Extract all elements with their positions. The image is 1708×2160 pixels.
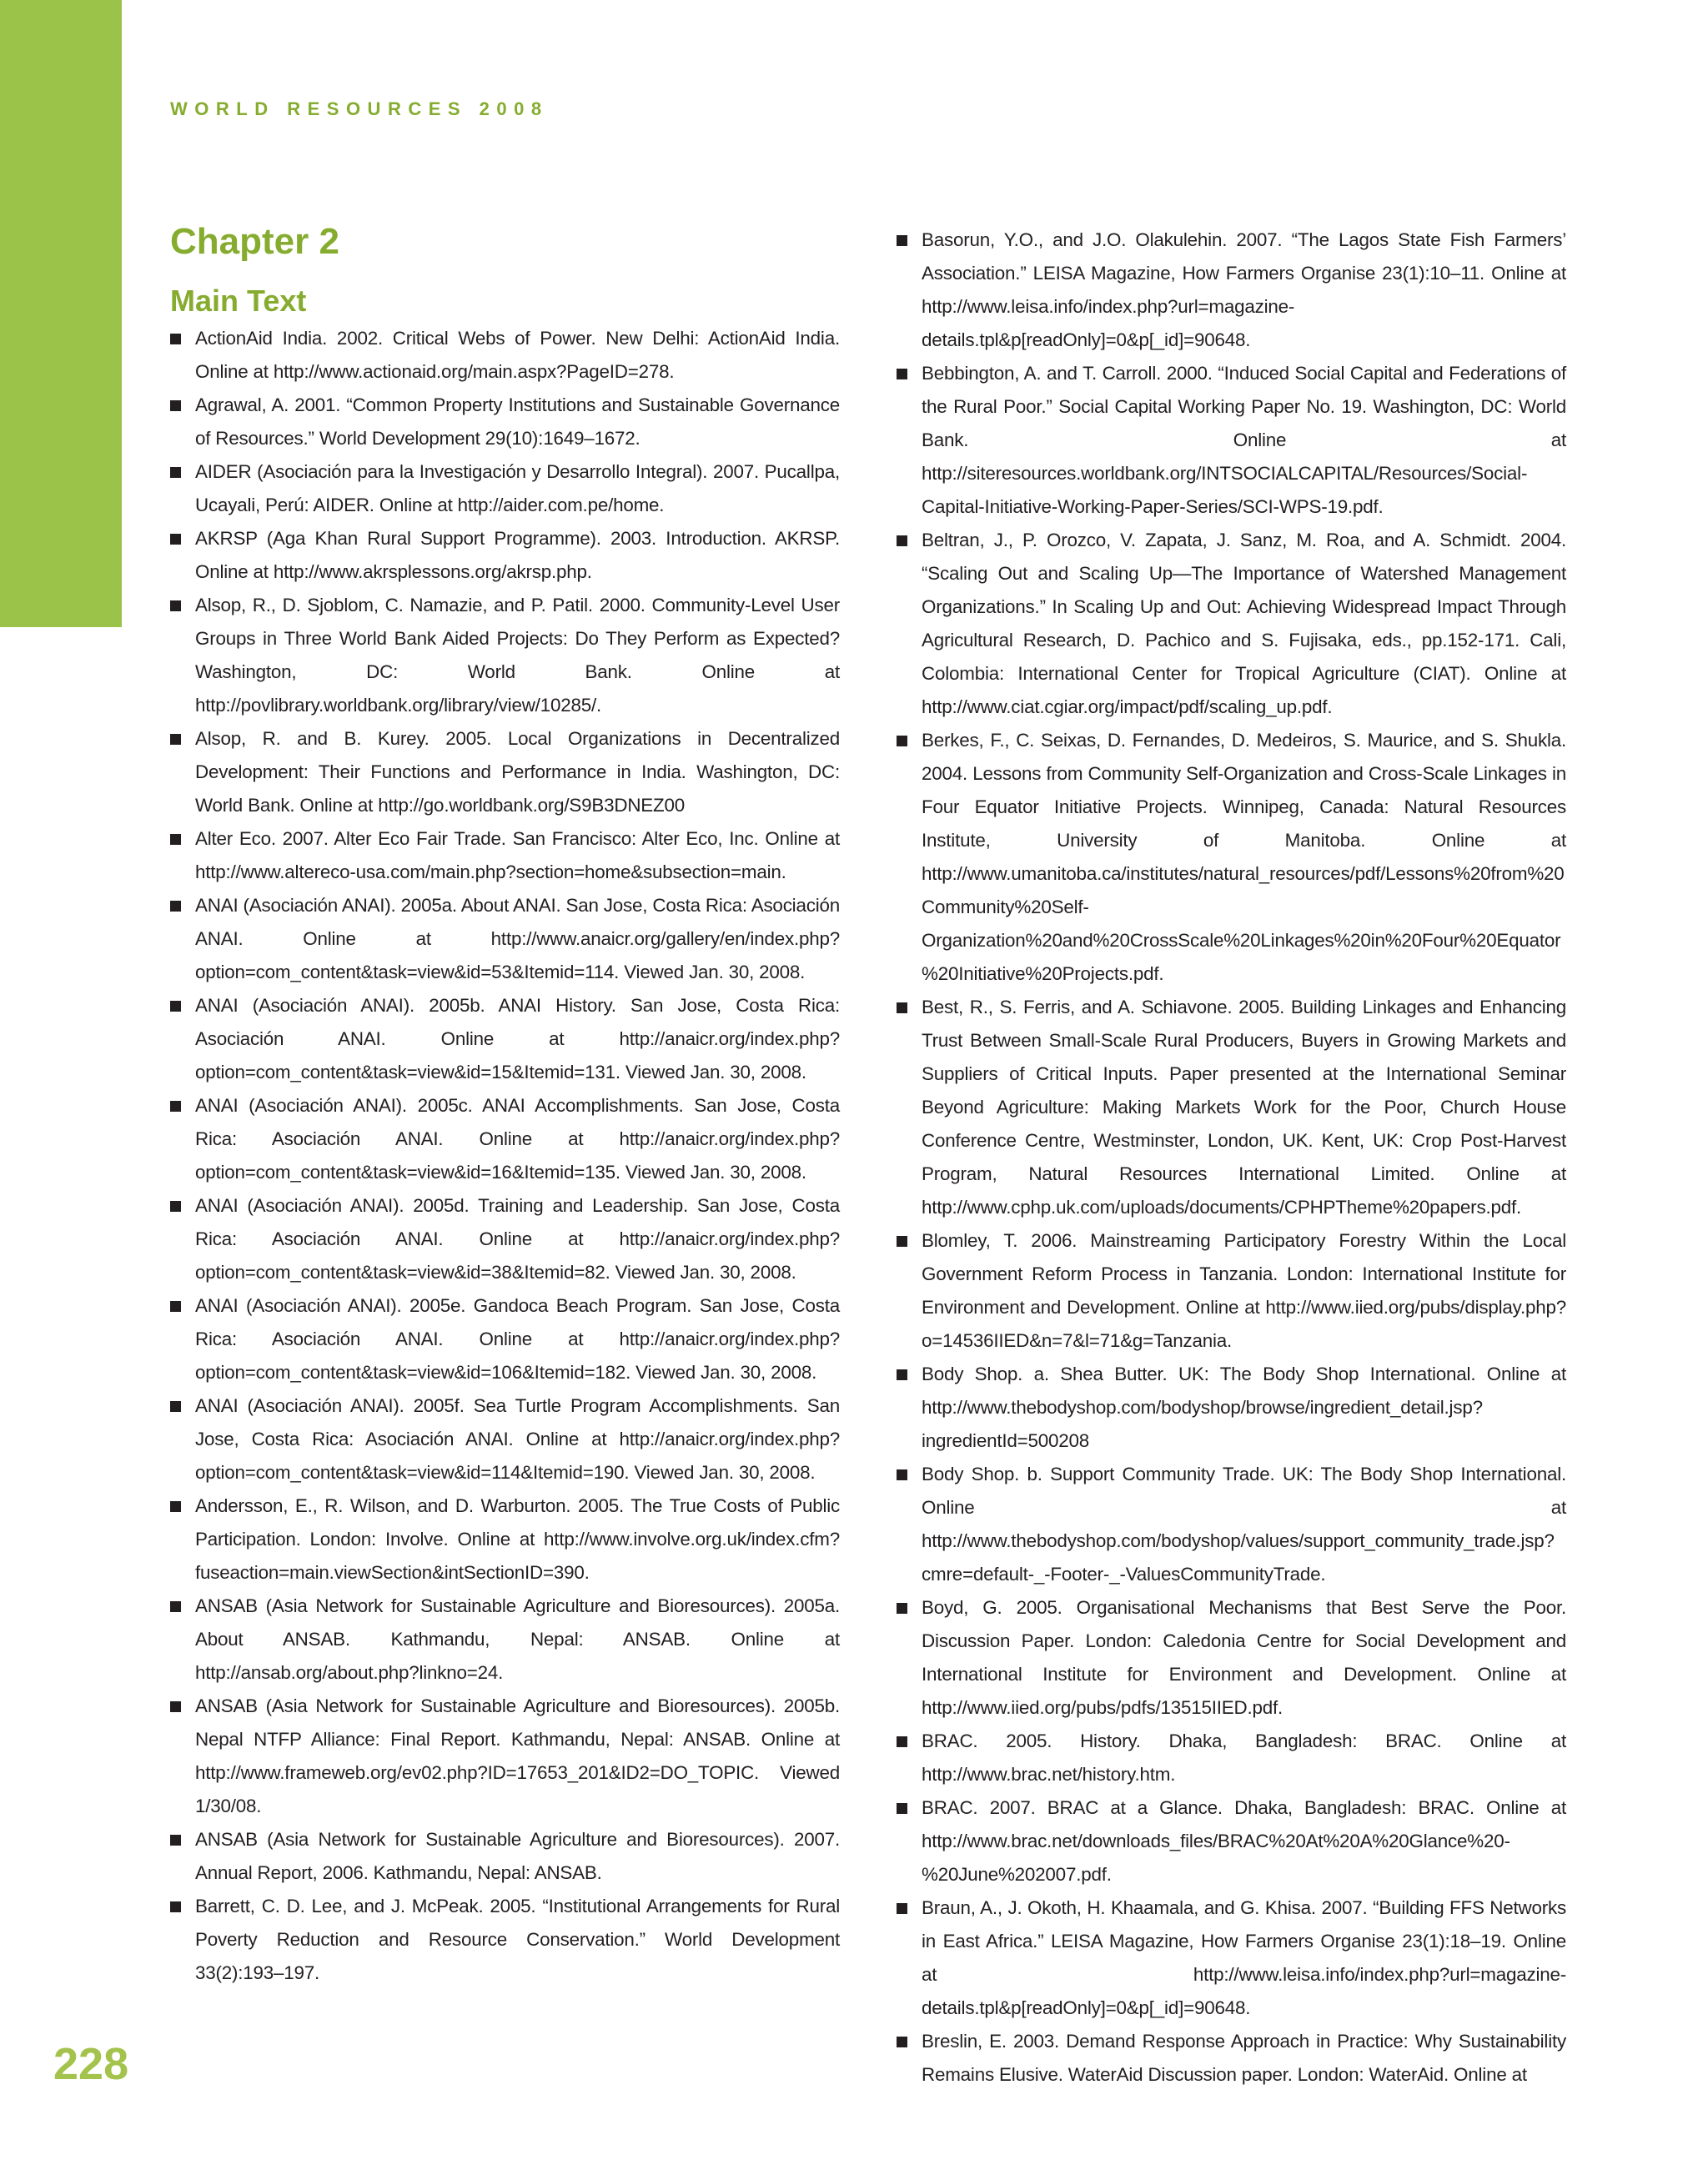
reference-text: Alsop, R. and B. Kurey. 2005. Local Organizations in Decentralized Development: Their Functions and Performance in India. Washington, DC: World Bank. Online at http://go.worldbank.org/S9B3DNEZ00 xyxy=(195,728,840,816)
reference-text: Boyd, G. 2005. Organisational Mechanisms that Best Serve the Poor. Discussion Paper. London: Caledonia Centre for Social Development and International Institute for Environment and Development. Online at http://www.iied.org/pubs/pdfs/13515IIED.pdf. xyxy=(922,1597,1566,1718)
reference-text: Braun, A., J. Okoth, H. Khaamala, and G. Khisa. 2007. “Building FFS Networks in East Africa.” LEISA Magazine, How Farmers Organise 23(1):18–19. Online at http://www.leisa.info/index.php?url=magazine-details.tpl&p[readOnly]=0&p[_id]=90648. xyxy=(922,1897,1566,2018)
bullet-icon xyxy=(170,1901,181,1912)
reference-text: Basorun, Y.O., and J.O. Olakulehin. 2007. “The Lagos State Fish Farmers’ Association.” LEISA Magazine, How Farmers Organise 23(1):10–11. Online at http://www.leisa.info/index.php?url=magazine-details.tpl&p[readOnly]=0&p[_id]=90648. xyxy=(922,229,1566,350)
reference-item xyxy=(897,1458,1566,1591)
reference-text: ANAI (Asociación ANAI). 2005f. Sea Turtle Program Accomplishments. San Jose, Costa Rica: Asociación ANAI. Online at http://anaicr.org/index.php?option=com_content&task=view&id=114&Itemid=190. Viewed Jan. 30, 2008. xyxy=(195,1395,840,1483)
reference-text: BRAC. 2007. BRAC at a Glance. Dhaka, Bangladesh: BRAC. Online at http://www.brac.net/downloads_files/BRAC%20At%20A%20Glance%20-%20June%202007.pdf. xyxy=(922,1797,1566,1885)
reference-item xyxy=(170,889,840,989)
bullet-icon xyxy=(170,400,181,411)
bullet-icon xyxy=(170,1701,181,1712)
bullet-icon xyxy=(897,1369,907,1380)
reference-item xyxy=(170,1489,840,1590)
reference-item xyxy=(897,1224,1566,1358)
reference-item xyxy=(170,1289,840,1389)
reference-text: BRAC. 2005. History. Dhaka, Bangladesh: BRAC. Online at http://www.brac.net/history.htm. xyxy=(922,1731,1566,1785)
bullet-icon xyxy=(897,2037,907,2047)
bullet-icon xyxy=(170,1401,181,1412)
reference-text: ANAI (Asociación ANAI). 2005e. Gandoca Beach Program. San Jose, Costa Rica: Asociación ANAI. Online at http://anaicr.org/index.php?option=com_content&task=view&id=106&Itemid=182. Viewed Jan. 30, 2008. xyxy=(195,1295,840,1383)
reference-text: ANAI (Asociación ANAI). 2005a. About ANAI. San Jose, Costa Rica: Asociación ANAI. Online at http://www.anaicr.org/gallery/en/index.php?option=com_content&task=view&id=53&Itemid=114. Viewed Jan. 30, 2008. xyxy=(195,895,840,982)
chapter-title: Chapter 2 xyxy=(170,221,339,262)
reference-text: Andersson, E., R. Wilson, and D. Warburton. 2005. The True Costs of Public Participation. London: Involve. Online at http://www.involve.org.uk/index.cfm?fuseaction=main.viewSection&intSectionID=390. xyxy=(195,1495,840,1583)
section-title: Main Text xyxy=(170,284,307,318)
reference-item xyxy=(170,822,840,889)
reference-list-right xyxy=(897,224,1566,2092)
reference-text: Body Shop. a. Shea Butter. UK: The Body Shop International. Online at http://www.thebodyshop.com/bodyshop/browse/ingredient_detail.jsp?ingredientId=500208 xyxy=(922,1364,1566,1451)
reference-item xyxy=(170,1389,840,1489)
reference-text: Alsop, R., D. Sjoblom, C. Namazie, and P. Patil. 2000. Community-Level User Groups in Three World Bank Aided Projects: Do They Perform as Expected? Washington, DC: World Bank. Online at http://povlibrary.worldbank.org/library/view/10285/. xyxy=(195,595,840,716)
reference-text: Berkes, F., C. Seixas, D. Fernandes, D. Medeiros, S. Maurice, and S. Shukla. 2004. Lessons from Community Self-Organization and Cross-Scale Linkages in Four Equator Initiative Projects. Winnipeg, Canada: Natural Resources Institute, University of Manitoba. Online at http://www.umanitoba.ca/institutes/natural_resources/pdf/Lessons%20from%20Community%20Self-Organization%20and%20CrossScale%20Linkages%20in%20Four%20Equator%20Initiative%20Projects.pdf. xyxy=(922,730,1566,984)
reference-text: ANSAB (Asia Network for Sustainable Agriculture and Bioresources). 2005b. Nepal NTFP Alliance: Final Report. Kathmandu, Nepal: ANSAB. Online at http://www.frameweb.org/ev02.php?ID=17653_201&ID2=DO_TOPIC. Viewed 1/30/08. xyxy=(195,1695,840,1816)
bullet-icon xyxy=(170,901,181,912)
bullet-icon xyxy=(897,535,907,546)
reference-item xyxy=(170,1089,840,1189)
bullet-icon xyxy=(897,736,907,746)
bullet-icon xyxy=(170,734,181,745)
reference-item xyxy=(897,1358,1566,1458)
reference-item xyxy=(170,1189,840,1289)
accent-bar xyxy=(0,0,122,627)
reference-item xyxy=(170,522,840,589)
reference-item xyxy=(170,1823,840,1890)
bullet-icon xyxy=(897,1469,907,1480)
reference-text: Alter Eco. 2007. Alter Eco Fair Trade. San Francisco: Alter Eco, Inc. Online at http://www.altereco-usa.com/main.php?section=home&subsection=main. xyxy=(195,828,840,882)
bullet-icon xyxy=(897,235,907,246)
bullet-icon xyxy=(170,834,181,845)
reference-item xyxy=(170,989,840,1089)
reference-text: ANSAB (Asia Network for Sustainable Agriculture and Bioresources). 2007. Annual Report, 2006. Kathmandu, Nepal: ANSAB. xyxy=(195,1829,840,1883)
reference-item xyxy=(897,1591,1566,1725)
bullet-icon xyxy=(897,1002,907,1013)
reference-text: Best, R., S. Ferris, and A. Schiavone. 2005. Building Linkages and Enhancing Trust Between Small-Scale Rural Producers, Buyers in Growing Markets and Suppliers of Critical Inputs. Paper presented at the International Seminar Beyond Agriculture: Making Markets Work for the Poor, Church House Conference Centre, Westminster, London, UK. Kent, UK: Crop Post-Harvest Program, Natural Resources International Limited. Online at http://www.cphp.uk.com/uploads/documents/CPHPTheme%20papers.pdf. xyxy=(922,997,1566,1218)
left-column xyxy=(170,219,840,1990)
reference-text: AIDER (Asociación para la Investigación y Desarrollo Integral). 2007. Pucallpa, Ucayali, Perú: AIDER. Online at http://aider.com.pe/home. xyxy=(195,461,840,515)
bullet-icon xyxy=(897,1736,907,1747)
reference-item xyxy=(170,1690,840,1823)
bullet-icon xyxy=(170,1835,181,1846)
reference-item xyxy=(897,2025,1566,2092)
bullet-icon xyxy=(170,1101,181,1112)
reference-text: Body Shop. b. Support Community Trade. UK: The Body Shop International. Online at http://www.thebodyshop.com/bodyshop/values/support_community_trade.jsp?cmre=default-_-Footer-_-ValuesCommunityTrade. xyxy=(922,1464,1566,1585)
reference-text: ActionAid India. 2002. Critical Webs of Power. New Delhi: ActionAid India. Online at http://www.actionaid.org/main.aspx?PageID=278. xyxy=(195,328,840,382)
bullet-icon xyxy=(170,600,181,611)
reference-item xyxy=(170,722,840,822)
bullet-icon xyxy=(897,1236,907,1247)
reference-text: ANAI (Asociación ANAI). 2005b. ANAI History. San Jose, Costa Rica: Asociación ANAI. Online at http://anaicr.org/index.php?option=com_content&task=view&id=15&Itemid=131. Viewed Jan. 30, 2008. xyxy=(195,995,840,1083)
bullet-icon xyxy=(170,1001,181,1012)
bullet-icon xyxy=(170,1301,181,1312)
reference-item xyxy=(170,389,840,455)
running-head: WORLD RESOURCES 2008 xyxy=(170,98,549,119)
bullet-icon xyxy=(170,534,181,545)
bullet-icon xyxy=(897,1903,907,1914)
reference-item xyxy=(897,991,1566,1224)
reference-text: Blomley, T. 2006. Mainstreaming Participatory Forestry Within the Local Government Reform Process in Tanzania. London: International Institute for Environment and Development. Online at http://www.iied.org/pubs/display.php?o=14536IIED&n=7&l=71&g=Tanzania. xyxy=(922,1230,1566,1351)
reference-text: ANAI (Asociación ANAI). 2005d. Training and Leadership. San Jose, Costa Rica: Asociación ANAI. Online at http://anaicr.org/index.php?option=com_content&task=view&id=38&Itemid=82. Viewed Jan. 30, 2008. xyxy=(195,1195,840,1283)
bullet-icon xyxy=(897,1603,907,1614)
reference-item xyxy=(897,724,1566,991)
reference-text: Barrett, C. D. Lee, and J. McPeak. 2005. “Institutional Arrangements for Rural Poverty Reduction and Resource Conservation.” World Development 33(2):193–197. xyxy=(195,1896,840,1983)
reference-item xyxy=(170,1890,840,1990)
bullet-icon xyxy=(170,467,181,478)
reference-item xyxy=(897,224,1566,357)
bullet-icon xyxy=(897,1803,907,1814)
reference-text: Bebbington, A. and T. Carroll. 2000. “Induced Social Capital and Federations of the Rural Poor.” Social Capital Working Paper No. 19. Washington, DC: World Bank. Online at http://siteresources.worldbank.org/INTSOCIALCAPITAL/Resources/Social-Capital-Initiative-Working-Paper-Series/SCI-WPS-19.pdf. xyxy=(922,363,1566,517)
right-column xyxy=(897,224,1566,2092)
reference-text: Breslin, E. 2003. Demand Response Approach in Practice: Why Sustainability Remains Elusive. WaterAid Discussion paper. London: WaterAid. Online at xyxy=(922,2031,1566,2085)
reference-text: Agrawal, A. 2001. “Common Property Institutions and Sustainable Governance of Resources.” World Development 29(10):1649–1672. xyxy=(195,394,840,449)
bullet-icon xyxy=(170,1601,181,1612)
reference-text: Beltran, J., P. Orozco, V. Zapata, J. Sanz, M. Roa, and A. Schmidt. 2004. “Scaling Out and Scaling Up—The Importance of Watershed Management Organizations.” In Scaling Up and Out: Achieving Widespread Impact Through Agricultural Research, D. Pachico and S. Fujisaka, eds., pp.152-171. Cali, Colombia: International Center for Tropical Agriculture (CIAT). Online at http://www.ciat.cgiar.org/impact/pdf/scaling_up.pdf. xyxy=(922,530,1566,717)
reference-item xyxy=(897,357,1566,524)
reference-item xyxy=(897,1725,1566,1791)
reference-item xyxy=(170,589,840,722)
bullet-icon xyxy=(170,1201,181,1212)
reference-item xyxy=(170,322,840,389)
reference-list-left xyxy=(170,322,840,1990)
reference-item xyxy=(897,1791,1566,1891)
reference-item xyxy=(897,524,1566,724)
reference-item xyxy=(170,455,840,522)
bullet-icon xyxy=(170,1501,181,1512)
reference-text: AKRSP (Aga Khan Rural Support Programme). 2003. Introduction. AKRSP. Online at http://www.akrsplessons.org/akrsp.php. xyxy=(195,528,840,582)
reference-item xyxy=(897,1891,1566,2025)
reference-item xyxy=(170,1590,840,1690)
reference-text: ANSAB (Asia Network for Sustainable Agriculture and Bioresources). 2005a. About ANSAB. Kathmandu, Nepal: ANSAB. Online at http://ansab.org/about.php?linkno=24. xyxy=(195,1595,840,1683)
bullet-icon xyxy=(897,369,907,379)
page-number: 228 xyxy=(53,2039,129,2089)
bullet-icon xyxy=(170,334,181,344)
reference-text: ANAI (Asociación ANAI). 2005c. ANAI Accomplishments. San Jose, Costa Rica: Asociación ANAI. Online at http://anaicr.org/index.php?option=com_content&task=view&id=16&Itemid=135. Viewed Jan. 30, 2008. xyxy=(195,1095,840,1183)
